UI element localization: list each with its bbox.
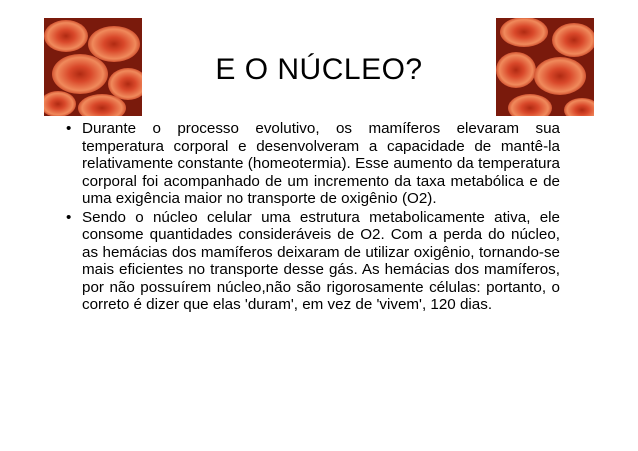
- bullet-list: [66, 120, 560, 314]
- bullet-text: Sendo o núcleo celular uma estrutura metabolicamente ativa, ele consome quantidades consideráveis de O2. Com a perda do núcleo, as hemácias dos mamíferos deixaram de utilizar oxigênio, tornando-se mais eficientes no transporte desse gás. As hemácias dos mamíferos, por não possuírem núcleo,não são rigorosamente células: portanto, o correto é dizer que elas 'duram', em vez de 'vivem', 120 dias.: [82, 208, 560, 313]
- bullet-icon: •: [66, 208, 72, 226]
- bullet-item: [66, 120, 560, 208]
- bullet-icon: •: [66, 120, 72, 137]
- bullet-item: [66, 209, 560, 314]
- slide-title: E O NÚCLEO?: [215, 53, 423, 86]
- bullet-text: Durante o processo evolutivo, os mamíferos elevaram sua temperatura corporal e desenvolveram a capacidade de mantê-la relativamente constante (homeotermia). Esse aumento da temperatura corporal foi acompanhado de um incremento da taxa metabólica e de uma exigência maior no transporte de oxigênio (O2).: [82, 120, 560, 207]
